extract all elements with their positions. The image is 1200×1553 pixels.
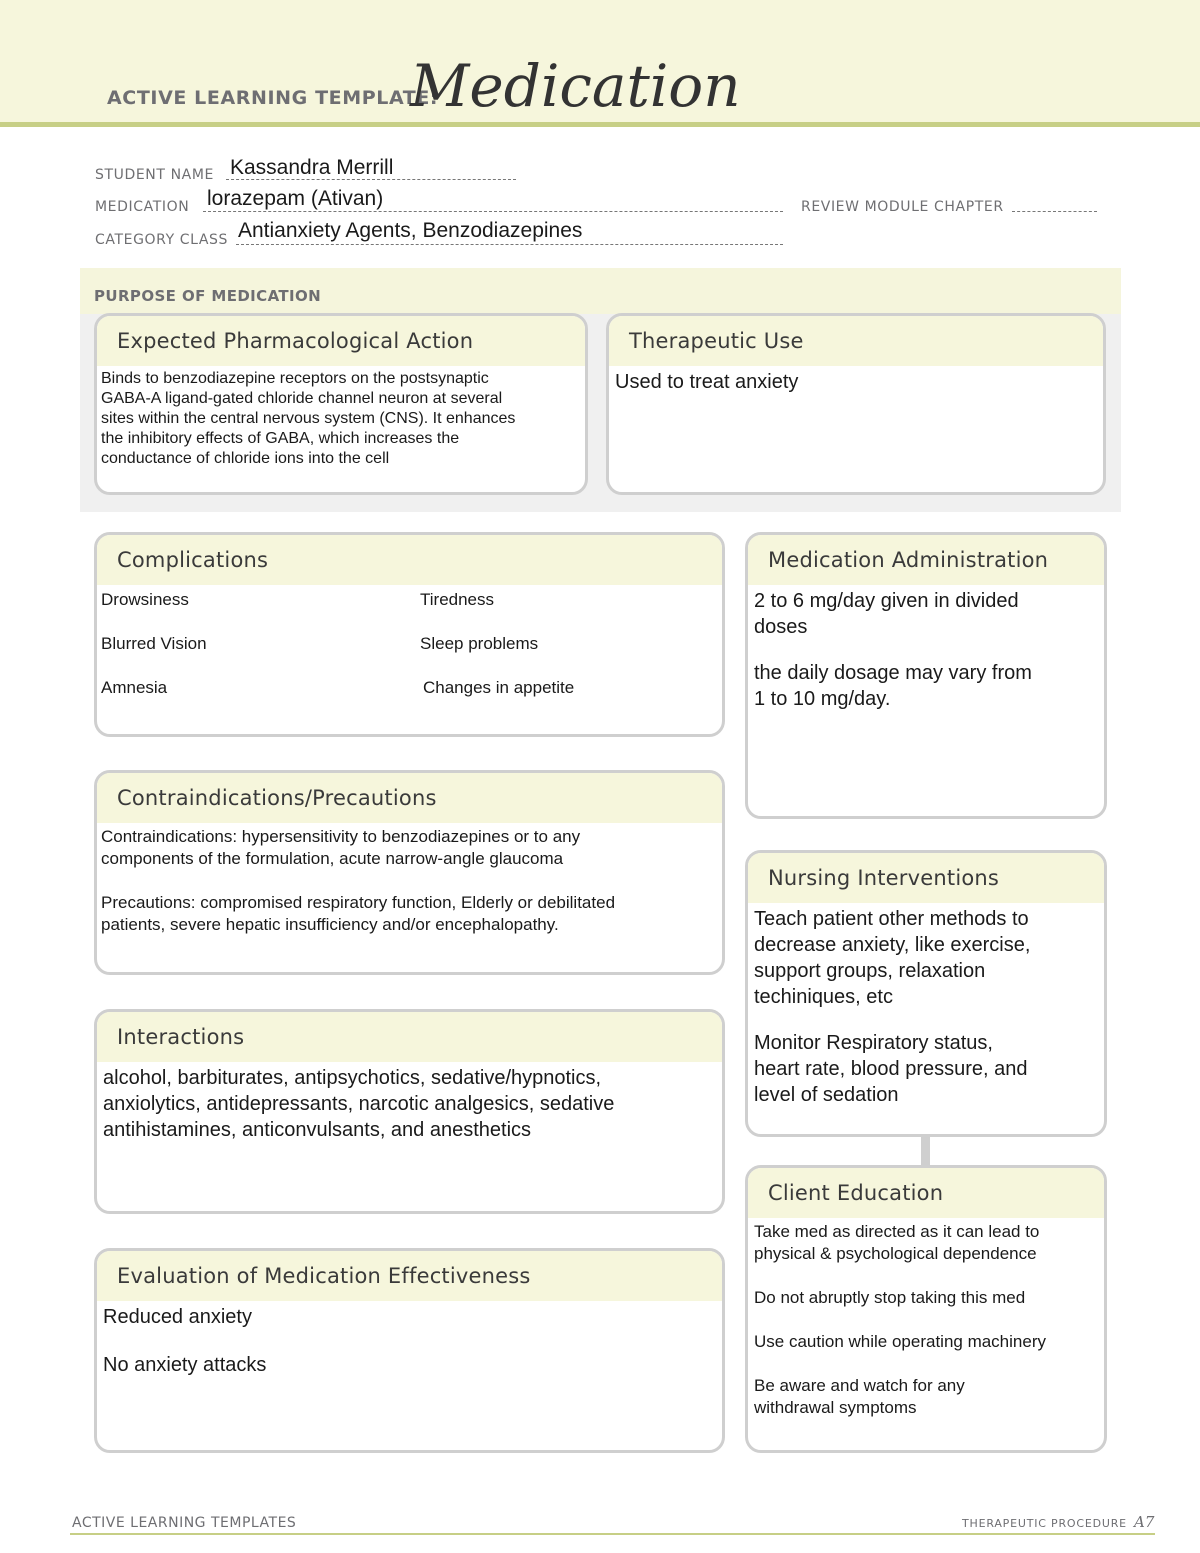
client-education-text[interactable]: Take med as directed as it can lead to physical & psychological dependence Do not abruptly stop taking this med Use caution while operating machinery Be aware and watch for any withdrawal symptoms xyxy=(754,1222,1046,1417)
client-education-box xyxy=(745,1165,1107,1453)
evaluation-text[interactable] xyxy=(97,1301,722,1378)
evaluation-box xyxy=(94,1248,725,1453)
administration-text[interactable]: 2 to 6 mg/day given in divided doses the daily dosage may vary from 1 to 10 mg/day. xyxy=(754,590,1032,710)
review-module-line[interactable] xyxy=(1012,210,1097,212)
footer-rule xyxy=(70,1533,1155,1535)
category-value[interactable]: Antianxiety Agents, Benzodiazepines xyxy=(238,219,583,242)
complication-item: Tiredness xyxy=(420,590,495,609)
nursing-box xyxy=(745,850,1107,1137)
footer-right-label: THERAPEUTIC PROCEDURE xyxy=(962,1517,1127,1530)
administration-title: Medication Administration xyxy=(748,535,1104,585)
evaluation-item: No anxiety attacks xyxy=(103,1354,267,1376)
contraindications-title: Contraindications/Precautions xyxy=(97,773,722,823)
complications-title: Complications xyxy=(97,535,722,585)
evaluation-title: Evaluation of Medication Effectiveness xyxy=(97,1251,722,1301)
header-rule xyxy=(0,122,1200,127)
interactions-box xyxy=(94,1009,725,1214)
interactions-text[interactable]: alcohol, barbiturates, antipsychotics, sedative/hypnotics, anxiolytics, antidepressants, narcotic analgesics, sedative antihistamines, anticonvulsants, and anesthetics xyxy=(103,1067,615,1141)
footer-left-label: ACTIVE LEARNING TEMPLATES xyxy=(72,1515,297,1531)
contraindications-text[interactable]: Contraindications: hypersensitivity to benzodiazepines or to any components of the formulation, acute narrow-angle glaucoma Precautions: compromised respiratory function, Elderly or debilitated patients, severe hepatic insufficiency and/or encephalopathy. xyxy=(101,827,616,934)
expected-action-box xyxy=(94,313,588,495)
connector-bar xyxy=(921,1134,930,1166)
template-label: ACTIVE LEARNING TEMPLATE: xyxy=(107,87,439,109)
student-name-value[interactable]: Kassandra Merrill xyxy=(230,156,394,179)
complication-item: Blurred Vision xyxy=(101,634,207,653)
complication-item: Drowsiness xyxy=(101,590,189,609)
complication-item: Amnesia xyxy=(101,678,168,697)
complications-list[interactable] xyxy=(97,585,722,699)
medication-value[interactable]: lorazepam (Ativan) xyxy=(207,187,384,210)
therapeutic-use-title: Therapeutic Use xyxy=(609,316,1103,366)
evaluation-item: Reduced anxiety xyxy=(103,1306,252,1328)
medication-label: MEDICATION xyxy=(95,199,190,215)
complication-item: Sleep problems xyxy=(420,634,539,653)
purpose-label: PURPOSE OF MEDICATION xyxy=(94,287,322,305)
contraindications-box xyxy=(94,770,725,975)
category-label: CATEGORY CLASS xyxy=(95,232,229,248)
student-name-label: STUDENT NAME xyxy=(95,167,214,183)
expected-action-text[interactable]: Binds to benzodiazepine receptors on the postsynaptic GABA-A ligand-gated chloride channel neuron at several sites within the central nervous system (CNS). It enhances the inhibitory effects of GABA, which increases the conductance of chloride ions into the cell xyxy=(101,370,516,467)
expected-action-title: Expected Pharmacological Action xyxy=(97,316,585,366)
administration-box xyxy=(745,532,1107,819)
therapeutic-use-box xyxy=(606,313,1106,495)
review-module-label: REVIEW MODULE CHAPTER xyxy=(801,199,1004,215)
nursing-title: Nursing Interventions xyxy=(748,853,1104,903)
client-education-title: Client Education xyxy=(748,1168,1104,1218)
category-line xyxy=(236,243,783,245)
nursing-text[interactable]: Teach patient other methods to decrease anxiety, like exercise, support groups, relaxation techiniques, etc Monitor Respiratory status, heart rate, blood pressure, and level of sedation xyxy=(754,908,1031,1106)
footer-page-number: A7 xyxy=(1134,1513,1155,1531)
complications-box xyxy=(94,532,725,737)
complication-item: Changes in appetite xyxy=(423,678,575,697)
therapeutic-use-text[interactable]: Used to treat anxiety xyxy=(615,371,799,393)
interactions-title: Interactions xyxy=(97,1012,722,1062)
page-title: Medication xyxy=(410,52,741,120)
